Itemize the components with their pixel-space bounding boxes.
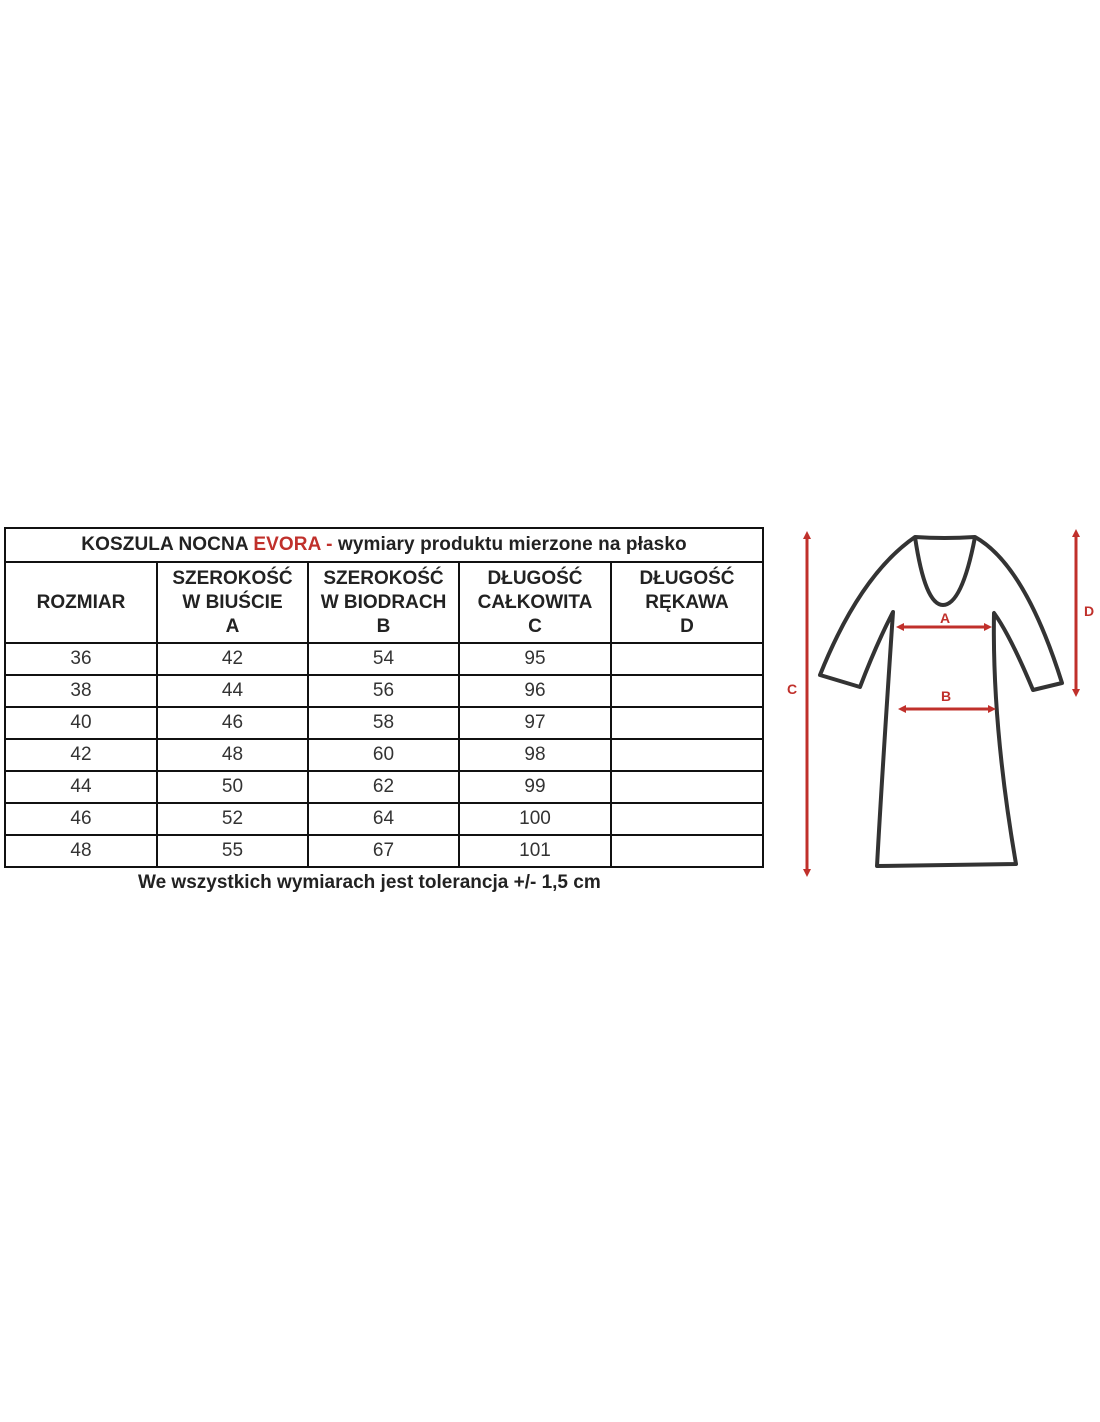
table-cell: 62	[308, 771, 459, 803]
table-cell: 58	[308, 707, 459, 739]
column-header-line: D	[680, 615, 694, 637]
table-row	[5, 707, 763, 739]
table-cell: 38	[5, 675, 157, 707]
table-cell: 60	[308, 739, 459, 771]
table-row	[5, 739, 763, 771]
table-cell: 95	[459, 643, 611, 675]
table-cell	[611, 771, 763, 803]
table-row	[5, 835, 763, 867]
column-header-line: ROZMIAR	[36, 591, 126, 613]
table-cell	[611, 835, 763, 867]
table-row	[5, 675, 763, 707]
column-header-line: C	[528, 615, 542, 637]
table-row	[5, 803, 763, 835]
table-row	[5, 643, 763, 675]
table-cell: 40	[5, 707, 157, 739]
garment-diagram	[780, 525, 1100, 885]
table-cell: 36	[5, 643, 157, 675]
table-cell: 44	[5, 771, 157, 803]
table-title-row	[5, 528, 763, 562]
table-cell: 96	[459, 675, 611, 707]
column-header-line: DŁUGOŚĆ	[639, 567, 735, 589]
table-cell	[611, 675, 763, 707]
column-header-line: B	[376, 615, 391, 637]
table-cell: 48	[5, 835, 157, 867]
column-header-line: CAŁKOWITA	[477, 591, 593, 613]
neckline	[915, 537, 975, 605]
column-header-line: W BIUŚCIE	[182, 591, 283, 613]
label-b: B	[940, 688, 952, 704]
label-d: D	[1083, 603, 1095, 619]
column-header	[5, 562, 157, 643]
table-body	[5, 643, 763, 867]
table-cell: 101	[459, 835, 611, 867]
column-header-line: DŁUGOŚĆ	[487, 567, 583, 589]
column-header	[157, 562, 308, 643]
title-prefix: KOSZULA NOCNA	[81, 534, 248, 555]
table-cell: 97	[459, 707, 611, 739]
column-header	[459, 562, 611, 643]
table-header-row	[5, 562, 763, 643]
table-row	[5, 771, 763, 803]
column-header	[308, 562, 459, 643]
title-suffix: wymiary produktu mierzone na płasko	[337, 534, 687, 555]
label-c: C	[786, 681, 798, 697]
column-header-line: W BIODRACH	[320, 591, 447, 613]
table-cell: 55	[157, 835, 308, 867]
title-brand: EVORA	[253, 534, 321, 555]
column-header-line: SZEROKOŚĆ	[172, 567, 293, 589]
table-cell: 42	[157, 643, 308, 675]
tolerance-note: We wszystkich wymiarach jest tolerancja +/- 1,5 cm	[138, 872, 601, 893]
table-cell: 67	[308, 835, 459, 867]
table-cell: 46	[157, 707, 308, 739]
table-cell: 42	[5, 739, 157, 771]
table-cell: 44	[157, 675, 308, 707]
column-header-line: A	[225, 615, 240, 637]
table-cell: 48	[157, 739, 308, 771]
table-cell: 50	[157, 771, 308, 803]
table-cell: 52	[157, 803, 308, 835]
column-header	[611, 562, 763, 643]
table-cell: 98	[459, 739, 611, 771]
table-cell: 46	[5, 803, 157, 835]
table-cell: 54	[308, 643, 459, 675]
table-cell: 99	[459, 771, 611, 803]
column-header-line: SZEROKOŚĆ	[323, 567, 444, 589]
title-dash: -	[326, 534, 333, 555]
table-cell	[611, 643, 763, 675]
table-cell	[611, 707, 763, 739]
table-cell: 100	[459, 803, 611, 835]
table-cell	[611, 739, 763, 771]
table-title	[5, 528, 763, 562]
size-table	[4, 527, 764, 868]
table-cell	[611, 803, 763, 835]
column-header-line: RĘKAWA	[645, 591, 729, 613]
table-cell: 64	[308, 803, 459, 835]
table-cell: 56	[308, 675, 459, 707]
label-a: A	[939, 610, 951, 626]
